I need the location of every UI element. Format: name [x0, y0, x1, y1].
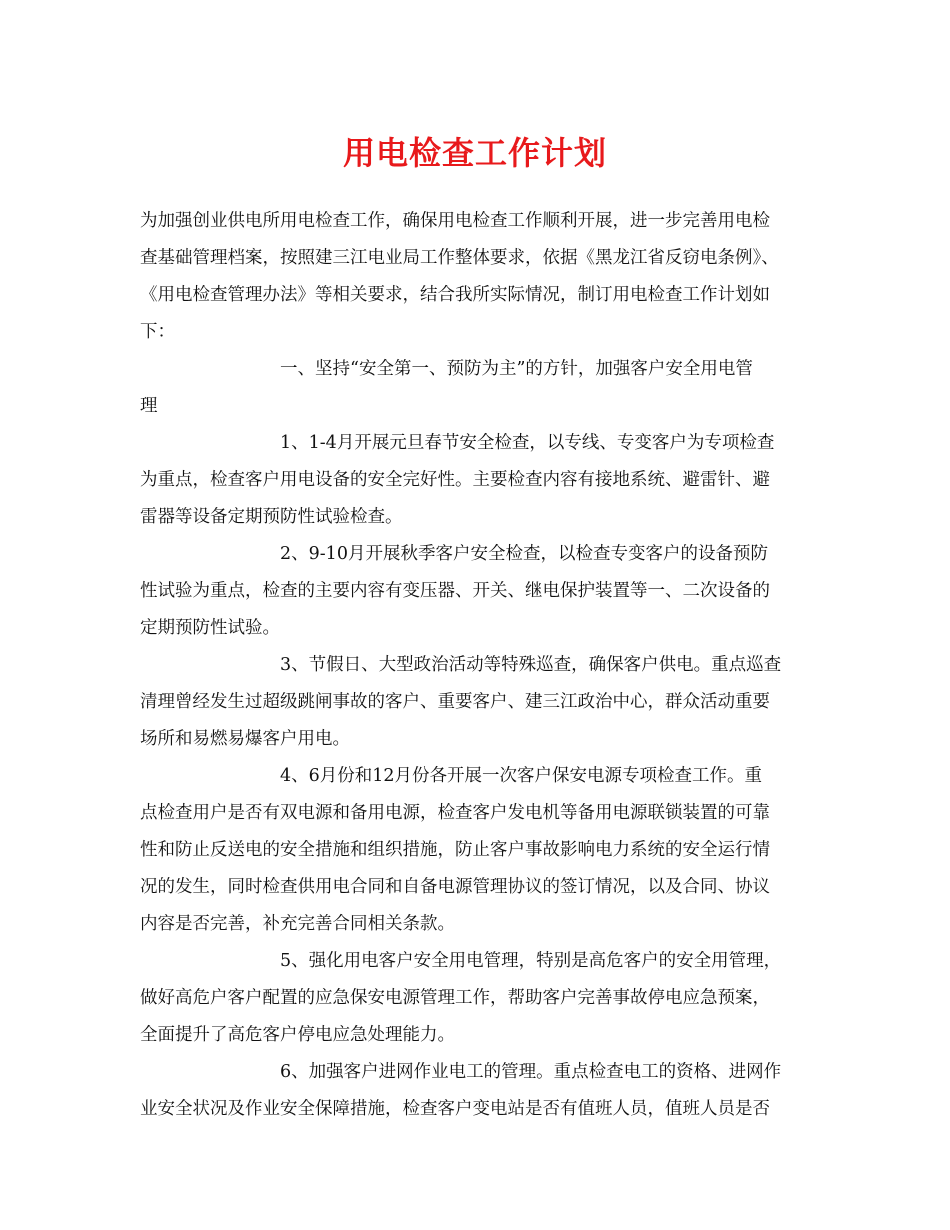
text-line: 理: [140, 396, 158, 416]
text-line: 4、6月份和12月份各开展一次客户保安电源专项检查工作。重: [280, 766, 763, 786]
text-line: 业安全状况及作业安全保障措施，检查客户变电站是否有值班人员，值班人员是否: [140, 1099, 770, 1119]
text-line: 下：: [140, 322, 175, 342]
text-line: 性和防止反送电的安全措施和组织措施，防止客户事故影响电力系统的安全运行情: [140, 840, 770, 860]
text-line: 2、9-10月开展秋季客户安全检查，以检查专变客户的设备预防: [280, 544, 768, 564]
text-line: 一、坚持“安全第一、预防为主”的方针，加强客户安全用电管: [280, 359, 753, 379]
text-line: 《用电检查管理办法》等相关要求，结合我所实际情况，制订用电检查工作计划如: [140, 285, 770, 305]
text-line: 1、1-4月开展元旦春节安全检查，以专线、专变客户为专项检查: [280, 433, 775, 453]
text-line: 做好高危户客户配置的应急保安电源管理工作，帮助客户完善事故停电应急预案，: [140, 988, 770, 1008]
text-line: 场所和易燃易爆客户用电。: [140, 729, 350, 749]
text-line: 为重点，检查客户用电设备的安全完好性。主要检查内容有接地系统、避雷针、避: [140, 470, 770, 490]
text-line: 内容是否完善，补充完善合同相关条款。: [140, 914, 455, 934]
text-line: 定期预防性试验。: [140, 618, 280, 638]
text-line: 全面提升了高危客户停电应急处理能力。: [140, 1025, 455, 1045]
text-line: 为加强创业供电所用电检查工作，确保用电检查工作顺利开展，进一步完善用电检: [140, 211, 770, 231]
text-line: 雷器等设备定期预防性试验检查。: [140, 507, 403, 527]
document-title: 用电检查工作计划: [342, 134, 607, 172]
text-line: 性试验为重点，检查的主要内容有变压器、开关、继电保护装置等一、二次设备的: [140, 581, 770, 601]
text-line: 点检查用户是否有双电源和备用电源，检查客户发电机等备用电源联锁装置的可靠: [140, 803, 770, 823]
text-line: 3、节假日、大型政治活动等特殊巡查，确保客户供电。重点巡查: [280, 655, 782, 675]
text-line: 清理曾经发生过超级跳闸事故的客户、重要客户、建三江政治中心，群众活动重要: [140, 692, 770, 712]
text-line: 况的发生，同时检查供用电合同和自备电源管理协议的签订情况，以及合同、协议: [140, 877, 770, 897]
text-line: 查基础管理档案，按照建三江电业局工作整体要求，依据《黑龙江省反窃电条例》、: [140, 248, 779, 268]
text-line: 6、加强客户进网作业电工的管理。重点检查电工的资格、进网作: [280, 1062, 782, 1082]
text-line: 5、强化用电客户安全用电管理，特别是高危客户的安全用管理，: [280, 951, 782, 971]
